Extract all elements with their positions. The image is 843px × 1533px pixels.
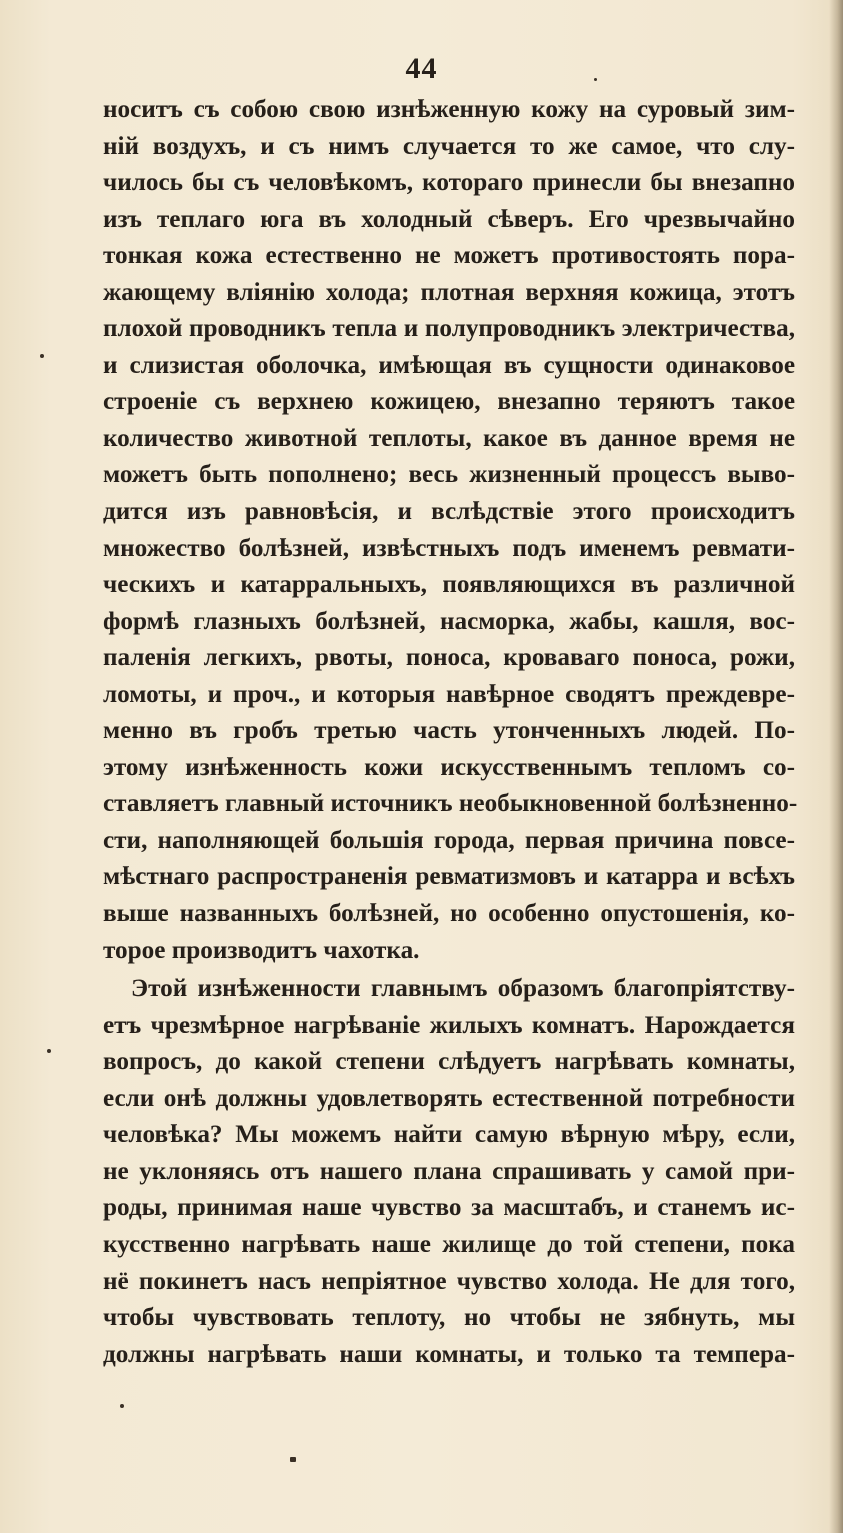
ink-speck	[290, 1457, 296, 1462]
text-line: количество животной теплоты, какое въ данное время не	[103, 424, 795, 452]
ink-speck	[40, 354, 44, 358]
ink-speck	[47, 1049, 51, 1053]
text-line: жающему вліянію холода; плотная верхняя кожица, этотъ	[103, 278, 795, 306]
text-line: этому изнѣженность кожи искусственнымъ тепломъ со-	[103, 753, 795, 781]
text-line: ставляетъ главный источникъ необыкновенной болѣзненно-	[103, 790, 798, 818]
text-line: носитъ съ собою свою изнѣженную кожу на суровый зим-	[103, 96, 795, 123]
text-line: менно въ гробъ третью часть утонченныхъ людей. По-	[103, 717, 795, 745]
text-line: вопросъ, до какой степени слѣдуетъ нагрѣвать комнаты,	[103, 1048, 795, 1076]
text-line: сти, наполняющей большія города, первая причина повсе-	[103, 826, 795, 854]
text-line: тонкая кожа естественно не можетъ противостоять пора-	[103, 242, 795, 270]
text-line: чтобы чувствовать теплоту, но чтобы не зябнуть, мы	[103, 1304, 795, 1332]
text-line: кусственно нагрѣвать наше жилище до той степени, пока	[103, 1230, 795, 1258]
text-line: ломоты, и проч., и которыя навѣрное сводятъ преждевре-	[103, 680, 795, 708]
text-line: человѣка? Мы можемъ найти самую вѣрную мѣру, если,	[103, 1121, 795, 1149]
paragraph-1	[103, 92, 798, 969]
text-line: выше названныхъ болѣзней, но особенно опустошенія, ко-	[103, 900, 795, 928]
text-line: и слизистая оболочка, имѣющая въ сущности одинаковое	[103, 351, 795, 379]
text-line: Этой изнѣженности главнымъ образомъ благопріятству-	[131, 975, 795, 1003]
text-line: торое производитъ чахотка.	[103, 936, 420, 964]
text-line: мѣстнаго распространенія ревматизмовъ и катарра и всѣхъ	[103, 863, 795, 891]
paragraph-2	[103, 971, 795, 1373]
text-line: множество болѣзней, извѣстныхъ подъ именемъ ревмати-	[103, 534, 795, 562]
text-line: если онѣ должны удовлетворять естественной потребности	[103, 1084, 795, 1112]
text-line: плохой проводникъ тепла и полупроводникъ электричества,	[103, 315, 795, 343]
text-line: можетъ быть пополнено; весь жизненный процессъ выво-	[103, 461, 795, 489]
page-edge-shadow	[829, 0, 843, 1533]
ink-speck	[594, 78, 597, 81]
text-line: нё покинетъ насъ непріятное чувство холода. Не для того,	[103, 1267, 795, 1295]
text-line: строеніе съ верхнею кожицею, внезапно теряютъ такое	[103, 388, 795, 416]
text-line: формѣ глазныхъ болѣзней, насморка, жабы, кашля, вос-	[103, 607, 795, 635]
text-line: ческихъ и катарральныхъ, появляющихся въ различной	[103, 571, 795, 599]
text-line: чилось бы съ человѣкомъ, котораго принесли бы внезапно	[103, 169, 795, 197]
ink-speck	[120, 1404, 124, 1408]
text-line: паленія легкихъ, рвоты, поноса, кроваваго поноса, рожи,	[103, 644, 795, 672]
text-line: етъ чрезмѣрное нагрѣваніе жилыхъ комнатъ. Нарождается	[103, 1011, 795, 1039]
text-line: не уклоняясь отъ нашего плана спрашивать у самой при-	[103, 1157, 795, 1185]
text-line: должны нагрѣвать наши комнаты, и только та темпера-	[103, 1340, 795, 1368]
page-number: 44	[405, 52, 438, 85]
text-line: ній воздухъ, и съ нимъ случается то же самое, что слу-	[103, 132, 795, 160]
text-line: дится изъ равновѣсія, и вслѣдствіе этого происходитъ	[103, 498, 795, 526]
text-line: роды, принимая наше чувство за масштабъ, и станемъ ис-	[103, 1194, 795, 1222]
body-text	[103, 92, 798, 1373]
text-line: изъ теплаго юга въ холодный сѣверъ. Его чрезвычайно	[103, 205, 795, 233]
